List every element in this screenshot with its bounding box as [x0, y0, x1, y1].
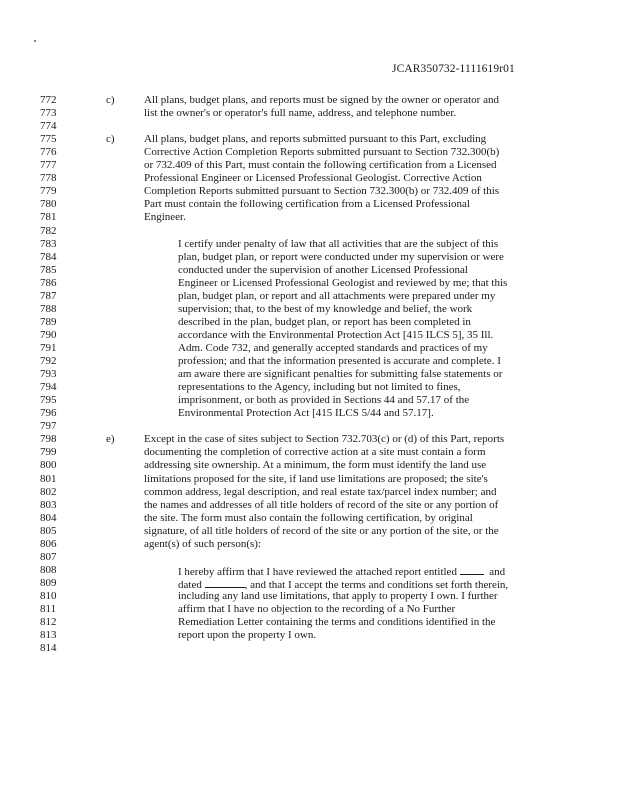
line-text-content: report upon the property I own.: [178, 629, 317, 642]
line-text-content: agent(s) of such person(s):: [144, 537, 261, 550]
document-line: [0, 329, 618, 342]
line-number: 787: [40, 289, 57, 302]
document-id-header: JCAR350732-1111619r01: [392, 63, 515, 75]
document-line: [0, 120, 618, 133]
document-line: [0, 238, 618, 251]
document-line: [0, 590, 618, 603]
line-text-content: or 732.409 of this Part, must contain the following certification from a Licensed: [144, 159, 497, 172]
line-number: 785: [40, 263, 57, 276]
document-line: [0, 512, 618, 525]
line-number: 781: [40, 211, 57, 224]
line-text-continued: and: [489, 565, 506, 578]
line-number: 814: [40, 642, 57, 655]
line-text: [144, 198, 470, 211]
line-text-content: Engineer or Licensed Professional Geologist and reviewed by me; that this: [178, 276, 508, 289]
line-text-content: Except in the case of sites subject to Section 732.703(c) or (d) of this Part, reports: [144, 433, 505, 446]
document-line: [0, 564, 618, 577]
line-number: 791: [40, 342, 57, 354]
document-line: [0, 172, 618, 185]
line-text-content: representations to the Agency, including but not limited to fines,: [178, 381, 461, 394]
line-text-content: the names and addresses of all title holders of record of the site or any portion of: [144, 498, 499, 511]
document-line: [0, 277, 618, 290]
certification-text: [178, 368, 502, 381]
document-line: [0, 290, 618, 303]
line-number: 782: [40, 224, 57, 237]
line-number: 783: [40, 237, 57, 250]
line-text-content: list the owner's or operator's full name, address, and telephone number.: [144, 107, 457, 119]
certification-text: [178, 264, 468, 277]
document-line: [0, 185, 618, 198]
document-line: [0, 499, 618, 512]
line-text: [144, 94, 499, 107]
line-number: 801: [40, 472, 57, 485]
document-line: [0, 211, 618, 224]
line-number: 775: [40, 133, 57, 146]
line-text: [144, 211, 186, 224]
line-number: 809: [40, 576, 57, 589]
document-line: [0, 459, 618, 472]
line-text-content: am aware there are significant penalties for submitting false statements or: [178, 368, 503, 381]
line-text: [144, 185, 499, 198]
line-number: 795: [40, 394, 57, 407]
line-number: 800: [40, 459, 57, 472]
certification-text: [178, 394, 469, 407]
line-text-content: plan, budget plan, or report were conducted under my supervision or were: [178, 250, 504, 263]
scan-speck: [34, 40, 36, 42]
document-line: [0, 316, 618, 329]
subsection-marker: e): [106, 433, 115, 446]
certification-text: [178, 407, 434, 420]
document-line: [0, 473, 618, 486]
document-line: [0, 225, 618, 238]
certification-text: [178, 355, 501, 368]
line-text: [144, 433, 504, 446]
line-text: [144, 172, 482, 185]
document-line: [0, 133, 618, 146]
subsection-marker: c): [106, 94, 115, 106]
line-number: 792: [40, 355, 57, 367]
line-text-content: profession; and that the information presented is accurate and complete. I: [178, 355, 501, 367]
line-text-content: described in the plan, budget plan, or report has been completed in: [178, 315, 471, 328]
line-number: 774: [40, 120, 57, 133]
line-text-content: Corrective Action Completion Reports submitted pursuant to Section 732.300(b): [144, 146, 500, 159]
line-number: 796: [40, 407, 57, 420]
line-text-content: All plans, budget plans, and reports submitted pursuant to this Part, excluding: [144, 133, 487, 146]
line-number: 789: [40, 315, 57, 328]
document-line: [0, 394, 618, 407]
line-text-content: Part must contain the following certification from a Licensed Professional: [144, 198, 470, 211]
certification-text: [178, 329, 493, 342]
line-text-content: Engineer.: [144, 211, 186, 224]
line-text: [144, 446, 486, 459]
document-line: [0, 525, 618, 538]
document-line: [0, 198, 618, 211]
line-text-content: including any land use limitations, that apply to property I own. I further: [178, 589, 498, 602]
line-number: 772: [40, 94, 57, 106]
line-text-content: All plans, budget plans, and reports must be signed by the owner or operator and: [144, 94, 499, 106]
line-number: 810: [40, 589, 57, 602]
line-number: 793: [40, 368, 57, 381]
line-text-content: accordance with the Environmental Protection Act [415 ILCS 5], 35 Ill.: [178, 328, 494, 341]
document-line: [0, 538, 618, 551]
line-text-content: common address, legal description, and real estate tax/parcel index number; and: [144, 485, 497, 498]
line-number: 786: [40, 276, 57, 289]
document-line: [0, 407, 618, 420]
document-line: [0, 642, 618, 655]
line-text: [144, 499, 498, 512]
document-line: [0, 381, 618, 394]
document-line: [0, 616, 618, 629]
line-text: [144, 486, 496, 499]
line-text-content: limitations proposed for the site, if land use limitations are proposed; the site's: [144, 472, 488, 485]
certification-text: [178, 590, 498, 603]
document-line: [0, 159, 618, 172]
line-text-content: I hereby affirm that I have reviewed the attached report entitled: [178, 565, 457, 578]
line-text-content: the site. The form must also contain the following certification, by original: [144, 511, 473, 524]
line-text-content: Completion Reports submitted pursuant to Section 732.300(b) or 732.409 of this: [144, 185, 500, 198]
line-text: [144, 146, 499, 159]
certification-text: [178, 381, 460, 394]
line-text-content: documenting the completion of corrective action at a site must contain a form: [144, 446, 486, 459]
line-number: 807: [40, 550, 57, 563]
document-line: [0, 264, 618, 277]
document-line: [0, 94, 618, 107]
line-number: 813: [40, 629, 57, 642]
line-number: 788: [40, 302, 57, 315]
line-text-content: I certify under penalty of law that all activities that are the subject of this: [178, 237, 499, 250]
line-number: 812: [40, 616, 57, 628]
line-number: 797: [40, 420, 57, 433]
line-number: 806: [40, 537, 57, 550]
line-text: [144, 525, 499, 538]
line-number: 776: [40, 146, 57, 159]
line-text-content: affirm that I have no objection to the recording of a No Further: [178, 603, 456, 615]
line-text-content: conducted under the supervision of another Licensed Professional: [178, 263, 468, 276]
line-text-content: dated: [178, 578, 202, 591]
certification-text: [178, 603, 455, 616]
certification-text: [178, 616, 495, 629]
document-line: [0, 551, 618, 564]
line-number: 779: [40, 185, 57, 198]
subsection-marker: c): [106, 133, 115, 146]
line-text-content: supervision; that, to the best of my knowledge and belief, the work: [178, 302, 473, 315]
certification-text: [178, 277, 507, 290]
certification-text: [178, 251, 504, 264]
document-line: [0, 342, 618, 355]
line-text: [144, 107, 456, 120]
line-text: [144, 133, 486, 146]
certification-text: [178, 238, 498, 251]
certification-text: [178, 290, 495, 303]
document-line: [0, 420, 618, 433]
line-number: 803: [40, 498, 57, 511]
line-text-continued: , and that I accept the terms and conditions set forth therein,: [244, 578, 509, 591]
fill-in-blank: [460, 564, 484, 575]
certification-text: [178, 303, 472, 316]
line-text-content: Professional Engineer or Licensed Professional Geologist. Corrective Action: [144, 172, 482, 185]
line-number: 773: [40, 107, 57, 119]
fill-in-blank: [205, 577, 245, 588]
line-text: [144, 473, 488, 486]
line-text: [144, 512, 473, 525]
document-line: [0, 146, 618, 159]
line-text-content: imprisonment, or both as provided in Sections 44 and 57.17 of the: [178, 394, 470, 407]
document-line: [0, 251, 618, 264]
document-line: [0, 355, 618, 368]
line-text: [144, 159, 497, 172]
line-text-content: Environmental Protection Act [415 ILCS 5/44 and 57.17].: [178, 407, 434, 420]
line-text-content: addressing site ownership. At a minimum, the form must identify the land use: [144, 459, 487, 472]
document-line: [0, 107, 618, 120]
line-text-content: plan, budget plan, or report and all attachments were prepared under my: [178, 289, 496, 302]
line-number: 790: [40, 328, 57, 341]
line-text-content: Adm. Code 732, and generally accepted standards and practices of my: [178, 342, 488, 354]
line-number: 780: [40, 198, 57, 211]
line-number: 804: [40, 511, 57, 524]
document-line: [0, 486, 618, 499]
line-number: 808: [40, 563, 57, 576]
document-line: [0, 603, 618, 616]
line-number: 778: [40, 172, 57, 185]
line-number: 802: [40, 485, 57, 498]
line-number: 794: [40, 381, 57, 394]
line-text: [144, 538, 261, 551]
line-number: 798: [40, 433, 57, 446]
line-text: [144, 459, 486, 472]
document-line: [0, 433, 618, 446]
certification-text: [178, 342, 488, 355]
line-number: 811: [40, 603, 57, 615]
document-line: [0, 368, 618, 381]
line-number: 805: [40, 524, 57, 537]
line-number: 799: [40, 446, 57, 459]
document-line: [0, 577, 618, 590]
document-line: [0, 303, 618, 316]
certification-text: [178, 629, 316, 642]
line-text-content: Remediation Letter containing the terms and conditions identified in the: [178, 616, 496, 628]
document-line: [0, 446, 618, 459]
certification-text: [178, 316, 471, 329]
line-number: 777: [40, 159, 57, 172]
document-line: [0, 629, 618, 642]
line-text-content: signature, of all title holders of record of the site or any portion of the site, or the: [144, 524, 499, 537]
line-number: 784: [40, 250, 57, 263]
